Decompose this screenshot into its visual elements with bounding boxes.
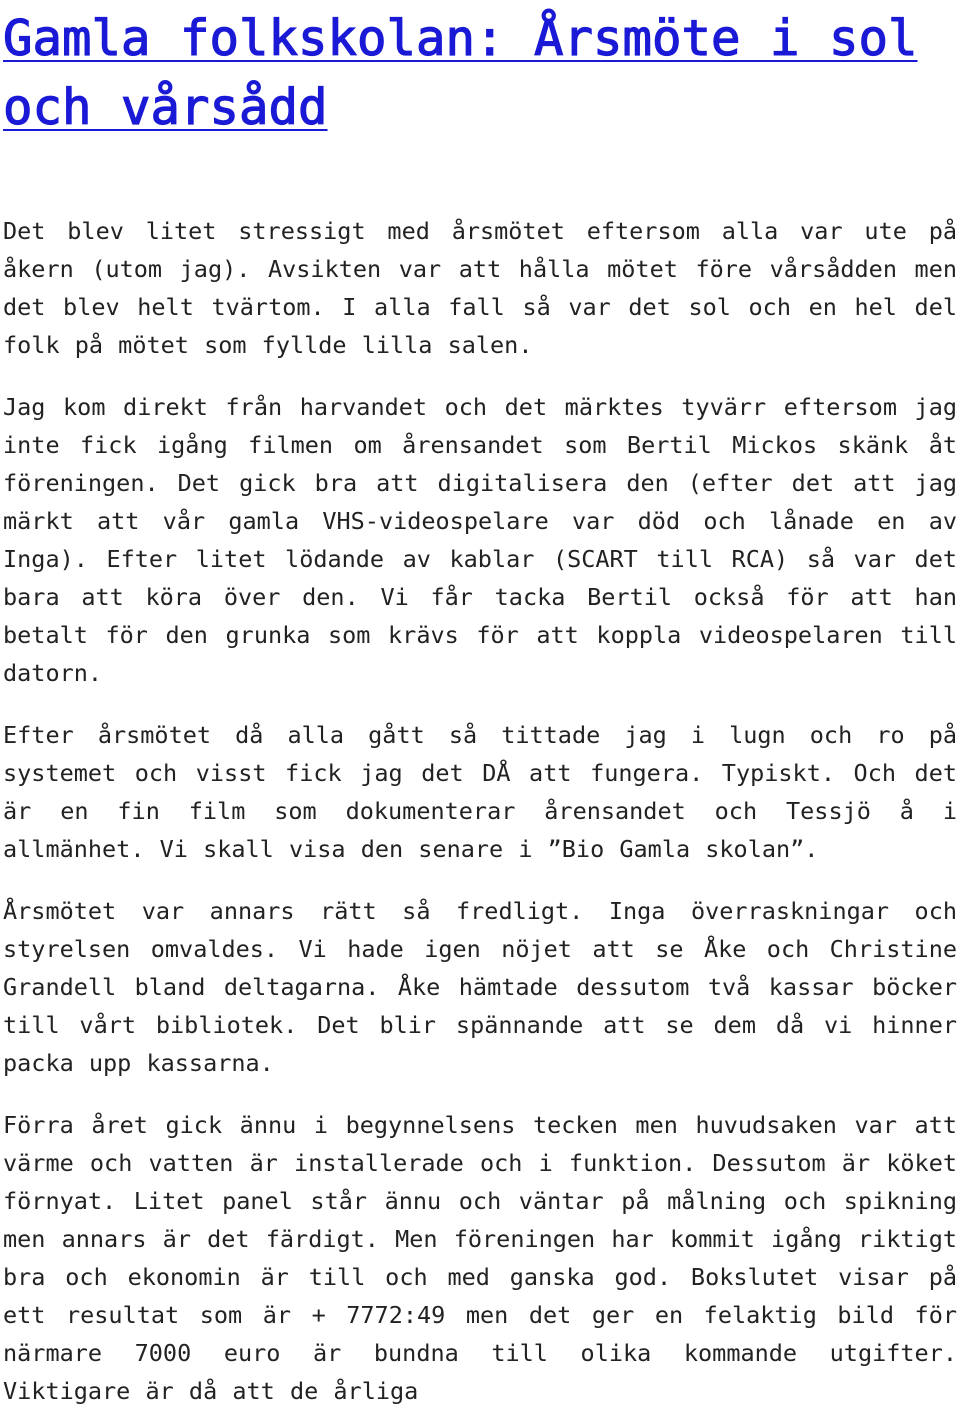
paragraph-4: Årsmötet var annars rätt så fredligt. Inga överraskningar och styrelsen omvaldes. Vi hade igen nöjet att se Åke och Christine Grandell bland deltagarna. Åke hämtade dessutom två kassar böcker till vårt bibliotek. Det blir spännande att se dem då vi hinner packa upp kassarna. (3, 897, 957, 1077)
article-body (3, 212, 957, 1410)
paragraph-5: Förra året gick ännu i begynnelsens tecken men huvudsaken var att värme och vatten är installerade och i funktion. Dessutom är köket förnyat. Litet panel står ännu och väntar på målning och spikning men annars är det färdigt. Men föreningen har kommit igång riktigt bra och ekonomin är till och med ganska god. Bokslutet visar på ett resultat som är + 7772:49 men det ger en felaktig bild för närmare 7000 euro är bundna till olika kommande utgifter. Viktigare är då att de årliga (3, 1111, 957, 1405)
article (3, 0, 957, 1410)
paragraph-1: Det blev litet stressigt med årsmötet eftersom alla var ute på åkern (utom jag). Avsikten var att hålla mötet före vårsådden men det blev helt tvärtom. I alla fall så var det sol och en hel del folk på mötet som fyllde lilla salen. (3, 217, 957, 359)
article-title-link[interactable]: Gamla folkskolan: Årsmöte i sol och vårsådd (3, 10, 918, 136)
paragraph-3: Efter årsmötet då alla gått så tittade jag i lugn och ro på systemet och visst fick jag det DÅ att fungera. Typiskt. Och det är en fin film som dokumenterar årensandet och Tessjö å i allmänhet. Vi skall visa den senare i ”Bio Gamla skolan”. (3, 721, 957, 863)
paragraph-2: Jag kom direkt från harvandet och det märktes tyvärr eftersom jag inte fick igång filmen om årensandet som Bertil Mickos skänk åt föreningen. Det gick bra att digitalisera den (efter det att jag märkt att vår gamla VHS-videospelare var död och lånade en av Inga). Efter litet lödande av kablar (SCART till RCA) så var det bara att köra över den. Vi får tacka Bertil också för att han betalt för den grunka som krävs för att koppla videospelaren till datorn. (3, 393, 957, 687)
article-title (3, 4, 957, 142)
